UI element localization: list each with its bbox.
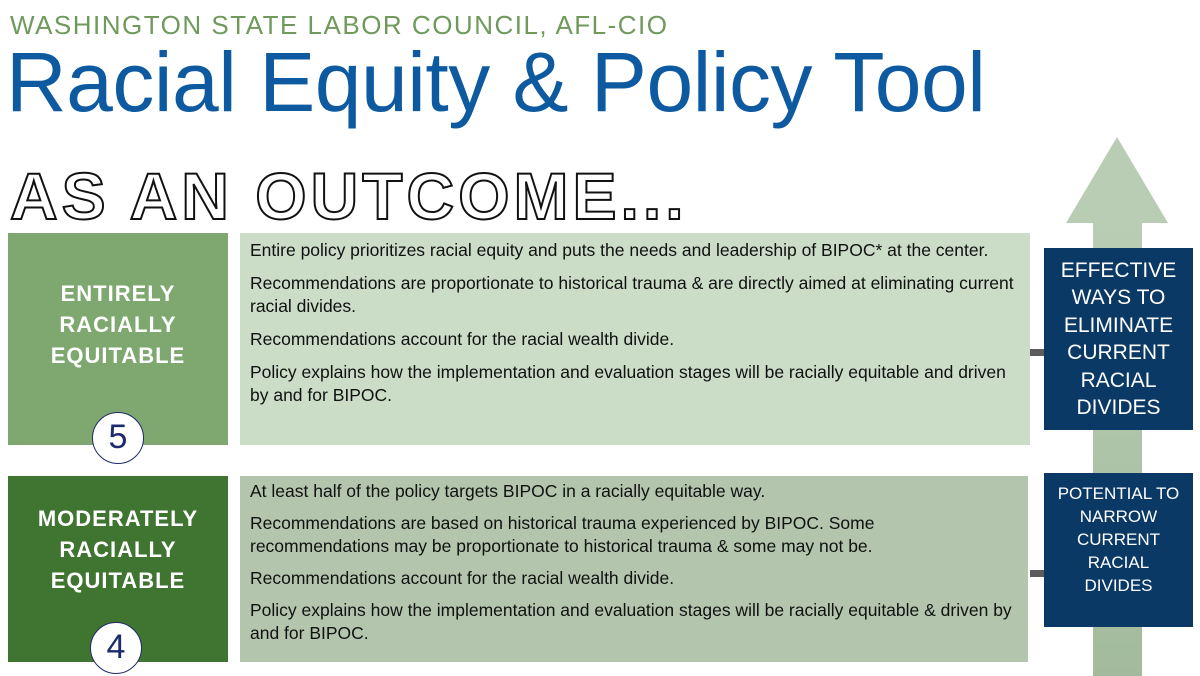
score-badge-4: 4: [90, 622, 142, 674]
criterion: Recommendations account for the racial wealth divide.: [250, 568, 675, 588]
impact-line: CURRENT: [1067, 341, 1170, 364]
impact-line: DIVIDES: [1084, 575, 1153, 595]
criterion: Entire policy prioritizes racial equity and puts the needs and leadership of BIPOC* at the center.: [250, 240, 989, 260]
impact-line: RACIAL: [1087, 552, 1150, 572]
page-title: Racial Equity & Policy Tool: [6, 35, 986, 129]
impact-line: POTENTIAL TO: [1057, 483, 1180, 503]
label-line: EQUITABLE: [50, 342, 186, 368]
criterion: Recommendations are based on historical trauma experienced by BIPOC. Some recommendations may be proportionate to historical trauma & some may not be.: [250, 513, 875, 556]
label-line: RACIALLY: [59, 536, 177, 562]
level-4-impact: [1044, 473, 1193, 627]
section-heading: AS AN OUTCOME...: [10, 159, 688, 233]
label-line: ENTIRELY: [60, 280, 176, 306]
criterion: Recommendations account for the racial wealth divide.: [250, 329, 675, 349]
score-badge-5: 5: [92, 412, 144, 464]
label-line: EQUITABLE: [50, 567, 186, 593]
impact-line: NARROW: [1079, 506, 1158, 526]
label-line: MODERATELY: [37, 505, 199, 531]
organization-name: WASHINGTON STATE LABOR COUNCIL, AFL-CIO: [10, 10, 669, 40]
impact-line: EFFECTIVE: [1060, 258, 1177, 282]
label-line: RACIALLY: [59, 311, 177, 337]
impact-line: RACIAL: [1080, 368, 1157, 392]
criterion: Policy explains how the implementation and evaluation stages will be racially equitable and driven by and for BIPOC.: [250, 362, 1006, 405]
level-5-impact: [1044, 248, 1193, 430]
impact-line: WAYS TO: [1071, 286, 1166, 309]
criterion: Recommendations are proportionate to historical trauma & are directly aimed at eliminating current racial divides.: [250, 273, 1014, 316]
criterion: At least half of the policy targets BIPOC in a racially equitable way.: [250, 481, 766, 501]
impact-line: ELIMINATE: [1063, 313, 1174, 337]
impact-line: DIVIDES: [1076, 396, 1161, 419]
impact-line: CURRENT: [1076, 529, 1161, 549]
up-arrow-icon: [1066, 137, 1168, 223]
level-5-criteria: [240, 233, 1030, 445]
criterion: Policy explains how the implementation and evaluation stages will be racially equitable & driven by and for BIPOC.: [250, 600, 1012, 643]
level-4-criteria: [240, 476, 1028, 662]
